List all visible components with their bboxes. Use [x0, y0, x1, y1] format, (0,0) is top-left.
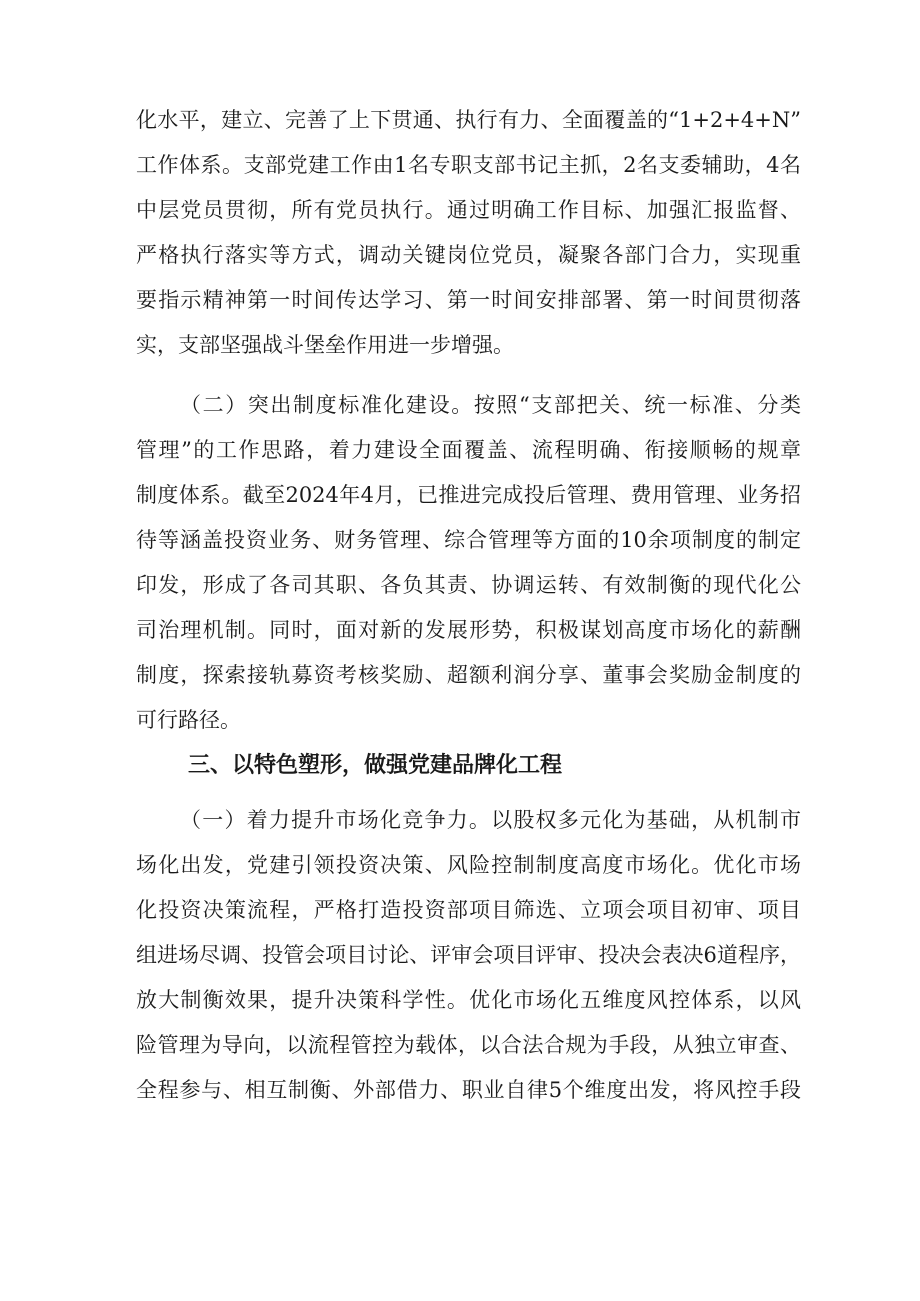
text-line: 司治理机制。同时，面对新的发展形势，积极谋划高度市场化的薪酬 [136, 618, 801, 642]
text-line: 严格执行落实等方式，调动关键岗位党员，凝聚各部门合力，实现重 [136, 243, 801, 267]
document-body [136, 98, 801, 1113]
text-line: （二）突出制度标准化建设。按照“支部把关、统一标准、分类 [180, 393, 801, 417]
text-line: 全程参与、相互制衡、外部借力、职业自律5个维度出发，将风控手段 [136, 1078, 801, 1102]
text-line: 组进场尽调、投管会项目讨论、评审会项目评审、投决会表决6道程序， [136, 943, 801, 967]
text-line: 场化出发，党建引领投资决策、风险控制制度高度市场化。优化市场 [136, 853, 801, 877]
text-line: 实，支部坚强战斗堡垒作用进一步增强。 [136, 333, 514, 357]
text-line: （一）着力提升市场化竞争力。以股权多元化为基础，从机制市 [180, 808, 801, 832]
paragraph-market-competitiveness [136, 798, 801, 1113]
text-line: 可行路径。 [136, 708, 241, 732]
text-line: 工作体系。支部党建工作由1名专职支部书记主抓，2名支委辅助，4名 [136, 153, 801, 177]
section-heading: 三、以特色塑形，做强党建品牌化工程 [188, 753, 563, 778]
text-line: 放大制衡效果，提升决策科学性。优化市场化五维度风控体系，以风 [136, 988, 801, 1012]
paragraph-work-system [136, 98, 801, 368]
text-line: 制度体系。截至2024年4月，已推进完成投后管理、费用管理、业务招 [136, 483, 801, 507]
text-line: 化投资决策流程，严格打造投资部项目筛选、立项会项目初审、项目 [136, 898, 801, 922]
text-line: 印发，形成了各司其职、各负其责、协调运转、有效制衡的现代化公 [136, 573, 801, 597]
text-line: 待等涵盖投资业务、财务管理、综合管理等方面的10余项制度的制定 [136, 528, 801, 552]
text-line: 制度，探索接轨募资考核奖励、超额利润分享、董事会奖励金制度的 [136, 663, 801, 687]
text-line: 要指示精神第一时间传达学习、第一时间安排部署、第一时间贯彻落 [136, 288, 801, 312]
text-line: 险管理为导向，以流程管控为载体，以合法合规为手段，从独立审查、 [136, 1033, 801, 1057]
text-line: 化水平，建立、完善了上下贯通、执行有力、全面覆盖的“1+2+4+N” [136, 108, 801, 132]
text-line: 管理”的工作思路，着力建设全面覆盖、流程明确、衔接顺畅的规章 [136, 438, 801, 462]
text-line: 中层党员贯彻，所有党员执行。通过明确工作目标、加强汇报监督、 [136, 198, 801, 222]
paragraph-institution-standardization [136, 383, 801, 743]
